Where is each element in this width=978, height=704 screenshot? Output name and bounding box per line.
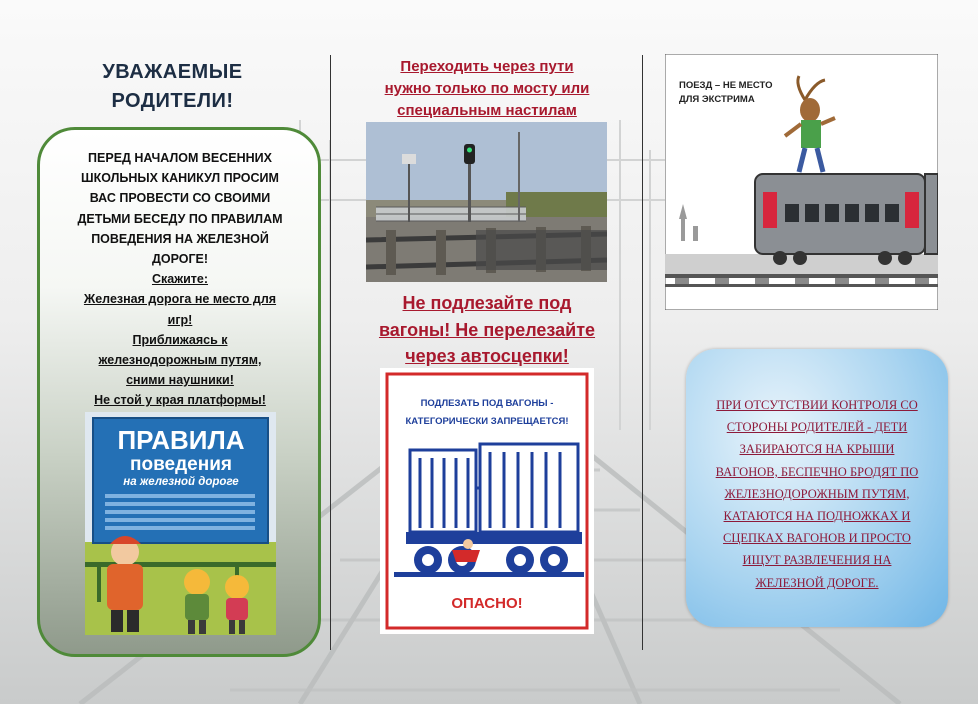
tip-line: Приближаясь к <box>132 332 228 347</box>
cartoon-caption-line1: ПОЕЗД – НЕ МЕСТО <box>679 80 773 91</box>
column-divider-right <box>642 55 643 650</box>
tip-line: игр! <box>167 312 193 327</box>
tip-line: железнодорожным путям, <box>98 353 262 368</box>
tip-line: Железная дорога не место для <box>83 292 277 307</box>
railway-crossing-photo <box>366 122 607 282</box>
tip-line: Скажите: <box>151 272 209 287</box>
tip-line: сними наушники! <box>126 373 234 388</box>
cartoon-caption-line2: ДЛЯ ЭКСТРИМА <box>679 94 755 105</box>
column-divider-left <box>330 55 331 650</box>
danger-poster-top-line2: КАТЕГОРИЧЕСКИ ЗАПРЕЩАЕТСЯ! <box>405 416 569 427</box>
crossing-notice: Переходить через пути нужно только по мосту или специальным настилам <box>384 58 590 119</box>
tip-line: Не стой у края платформы! <box>94 393 266 408</box>
poster-title-text: ПРАВИЛА <box>117 425 245 455</box>
danger-poster-image <box>380 368 594 634</box>
danger-poster-bottom-text: ОПАСНО! <box>451 595 523 612</box>
rules-poster-image <box>85 412 276 635</box>
train-cartoon-image <box>665 54 938 310</box>
parents-warning-text: ПРИ ОТСУТСТВИИ КОНТРОЛЯ СО СТОРОНЫ РОДИТЕЛЕЙ - ДЕТИ ЗАБИРАЮТСЯ НА КРЫШИ ВАГОНОВ, БЕСПЕЧНО БРОДЯТ ПО ЖЕЛЕЗНОДОРОЖНЫМ ПУТЯМ, КАТАЮТСЯ НА ПОДНОЖКАХ И СЦЕПКАХ ВАГОНОВ И ПРОСТО ИЩУТ РАЗВЛЕЧЕНИЯ НА ЖЕЛЕЗНОЙ ДОРОГЕ. <box>715 398 919 590</box>
poster-subtitle-text: поведения <box>130 454 232 475</box>
page-title: УВАЖАЕМЫЕ РОДИТЕЛИ! <box>102 61 243 112</box>
intro-text: ПЕРЕД НАЧАЛОМ ВЕСЕННИХ ШКОЛЬНЫХ КАНИКУЛ ПРОСИМ ВАС ПРОВЕСТИ СО СВОИМИ ДЕТЬМИ БЕСЕДУ ПО ПРАВИЛАМ ПОВЕДЕНИЯ НА ЖЕЛЕЗНОЙ ДОРОГЕ! Скажите: Железная дорога не место для игр! Приближаясь к железнодорожным путям, сними наушники! Не стой у края платформы! <box>60 148 300 411</box>
danger-poster-top-line1: ПОДЛЕЗАТЬ ПОД ВАГОНЫ - <box>420 398 554 409</box>
poster-caption-text: на железной дороге <box>123 476 239 488</box>
crawl-warning: Не подлезайте под вагоны! Не перелезайте через автосцепки! <box>378 293 596 366</box>
